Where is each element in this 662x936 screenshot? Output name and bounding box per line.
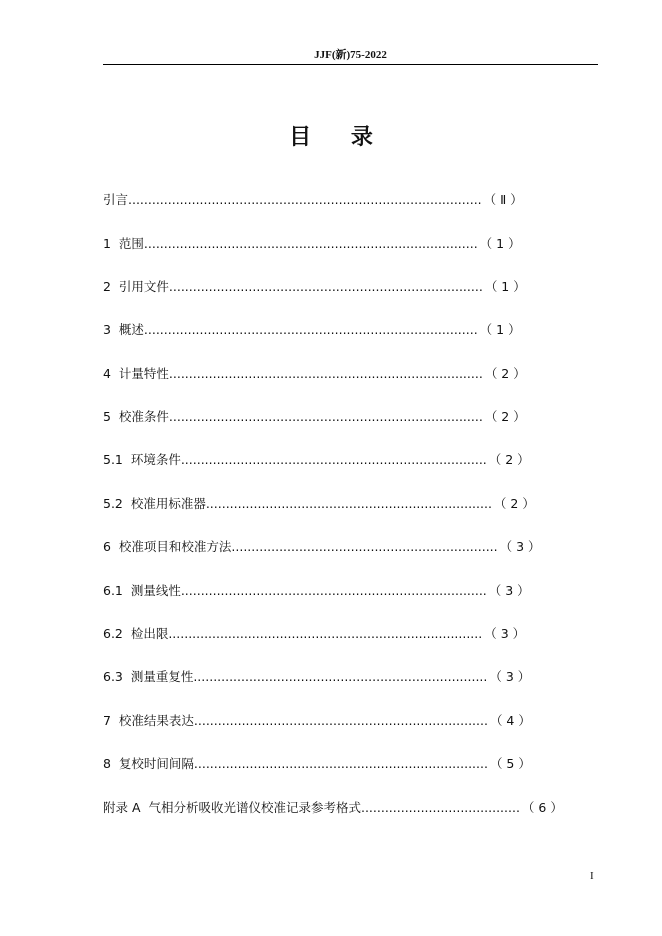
toc-entry-label: 6.2 检出限 — [103, 626, 169, 641]
toc-leader-dots: ............................................................................... — [168, 626, 483, 641]
running-header: JJF(新)75-2022 — [314, 49, 387, 61]
toc-leader-dots: ............................................................................... — [168, 409, 483, 424]
toc-leader-dots: ................................................................... — [231, 539, 498, 554]
toc-entry[interactable] — [103, 624, 525, 644]
toc-entry[interactable] — [103, 277, 526, 297]
toc-entry[interactable] — [103, 754, 531, 774]
toc-entry[interactable] — [103, 450, 530, 470]
toc-entry[interactable] — [103, 190, 523, 210]
toc-entry[interactable] — [103, 364, 526, 384]
toc-entry[interactable] — [103, 320, 521, 340]
toc-entry-page: （ 3 ） — [484, 626, 526, 641]
toc-entry[interactable] — [103, 581, 530, 601]
toc-entry-page: （ 4 ） — [489, 713, 531, 728]
toc-entry-page: （ 3 ） — [488, 583, 530, 598]
page-title: 目 录 — [289, 125, 389, 150]
toc-entry[interactable] — [103, 798, 563, 818]
toc-entry[interactable] — [103, 234, 521, 254]
toc-leader-dots: ............................................................................. — [180, 583, 487, 598]
toc-entry-page: （ 1 ） — [484, 279, 526, 294]
toc-entry-page: （ 3 ） — [499, 539, 541, 554]
toc-leader-dots: .......................................................................... — [193, 713, 488, 728]
toc-entry-label: 8 复校时间间隔 — [103, 756, 194, 771]
page-number: I — [590, 870, 594, 882]
toc-entry-page: （ 2 ） — [484, 366, 526, 381]
toc-leader-dots: .................................................................................... — [143, 322, 478, 337]
toc-entry-label: 6.1 测量线性 — [103, 583, 181, 598]
toc-entry-label: 5 校准条件 — [103, 409, 169, 424]
toc-entry-label: 5.2 校准用标准器 — [103, 496, 206, 511]
toc-entry-label: 2 引用文件 — [103, 279, 169, 294]
toc-entry-page: （ 1 ） — [479, 322, 521, 337]
toc-entry[interactable] — [103, 407, 526, 427]
toc-leader-dots: ........................................ — [360, 800, 520, 815]
toc-leader-dots: ............................................................................... — [168, 366, 483, 381]
toc-entry-page: （ 1 ） — [479, 236, 521, 251]
header-rule — [103, 64, 598, 65]
toc-entry-label: 7 校准结果表达 — [103, 713, 194, 728]
toc-entry-page: （ 3 ） — [489, 669, 531, 684]
toc-entry-label: 3 概述 — [103, 322, 144, 337]
toc-leader-dots: .......................................................................... — [193, 756, 488, 771]
toc-entry-page: （ 5 ） — [489, 756, 531, 771]
toc-entry[interactable] — [103, 494, 535, 514]
toc-leader-dots: ............................................................................. — [180, 452, 487, 467]
toc-entry-label: 引言 — [103, 192, 129, 207]
toc-entry-label: 5.1 环境条件 — [103, 452, 181, 467]
toc-entry[interactable] — [103, 711, 531, 731]
toc-entry-label: 4 计量特性 — [103, 366, 169, 381]
toc-entry-page: （ 2 ） — [484, 409, 526, 424]
toc-leader-dots: ............................................................................... — [168, 279, 483, 294]
toc-entry-page: （ 2 ） — [488, 452, 530, 467]
toc-entry-page: （ 2 ） — [493, 496, 535, 511]
toc-leader-dots: ........................................................................ — [205, 496, 492, 511]
toc-entry-label: 6.3 测量重复性 — [103, 669, 194, 684]
toc-entry-label: 6 校准项目和校准方法 — [103, 539, 232, 554]
toc-leader-dots: .......................................................................... — [193, 669, 488, 684]
toc-entry[interactable] — [103, 667, 530, 687]
toc-entry-label: 1 范围 — [103, 236, 144, 251]
toc-leader-dots: ......................................................................................... — [128, 192, 482, 207]
toc-entry-label: 附录 A 气相分析吸收光谱仪校准记录参考格式 — [103, 800, 361, 815]
toc-leader-dots: .................................................................................... — [143, 236, 478, 251]
toc-entry[interactable] — [103, 537, 541, 557]
toc-entry-page: （ 6 ） — [521, 800, 563, 815]
toc-entry-page: （ Ⅱ ） — [483, 192, 523, 207]
